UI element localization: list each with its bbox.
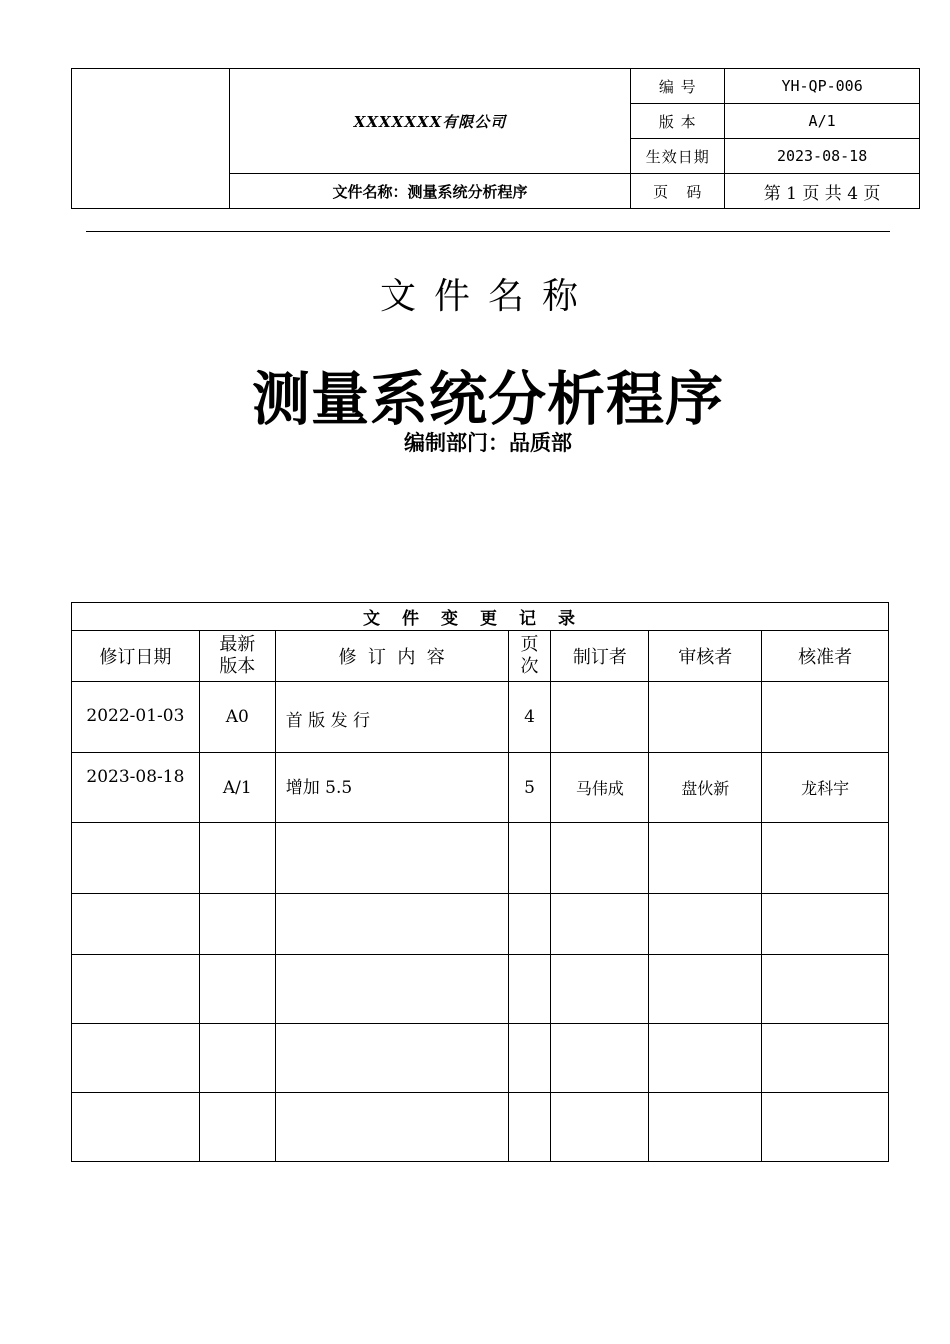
change-record-caption: 文件变更记录	[72, 603, 889, 631]
col-header-reviewer: 审核者	[649, 631, 762, 682]
row-author: 马伟成	[551, 753, 649, 823]
row-version: A/1	[199, 753, 275, 823]
department-line: 编制部门：品质部	[404, 431, 572, 455]
field-label-page: 页 码	[631, 174, 725, 209]
table-row-empty	[72, 955, 889, 1024]
document-header-table	[71, 68, 920, 209]
row-approver: 龙科宇	[762, 753, 889, 823]
row-author	[551, 682, 649, 753]
table-row-empty	[72, 1093, 889, 1162]
field-label-version: 版 本	[631, 104, 725, 139]
field-label-number: 编 号	[631, 69, 725, 104]
row-reviewer	[649, 682, 762, 753]
row-content: 增加 5.5	[275, 753, 508, 823]
field-value-number: YH-QP-006	[725, 69, 920, 104]
row-version: A0	[199, 682, 275, 753]
title-label: 文件名称	[379, 276, 596, 317]
table-row	[72, 682, 889, 753]
table-row-empty	[72, 894, 889, 955]
table-row	[72, 753, 889, 823]
col-header-author: 制订者	[551, 631, 649, 682]
col-header-page: 页 次	[508, 631, 551, 682]
col-header-approver: 核准者	[762, 631, 889, 682]
doc-name-label: 文件名称：测量系统分析程序	[229, 174, 631, 209]
row-approver	[762, 682, 889, 753]
document-title: 测量系统分析程序	[251, 365, 724, 433]
row-date: 2022-01-03	[72, 682, 200, 753]
row-content: 首 版 发 行	[275, 682, 508, 753]
row-page: 4	[508, 682, 551, 753]
col-header-version: 最新 版本	[199, 631, 275, 682]
company-name: XXXXXXX有限公司	[229, 69, 631, 174]
field-value-version: A/1	[725, 104, 920, 139]
logo-cell	[72, 69, 230, 209]
header-divider	[86, 231, 890, 232]
col-header-date: 修订日期	[72, 631, 200, 682]
table-row-empty	[72, 823, 889, 894]
row-page: 5	[508, 753, 551, 823]
change-record-table	[71, 602, 889, 1162]
row-date: 2023-08-18	[72, 753, 200, 823]
col-header-content: 修 订 内 容	[275, 631, 508, 682]
field-value-effective-date: 2023-08-18	[725, 139, 920, 174]
table-row-empty	[72, 1024, 889, 1093]
row-reviewer: 盘伙新	[649, 753, 762, 823]
field-value-page: 第 1 页 共 4 页	[725, 174, 920, 209]
field-label-effective-date: 生效日期	[631, 139, 725, 174]
